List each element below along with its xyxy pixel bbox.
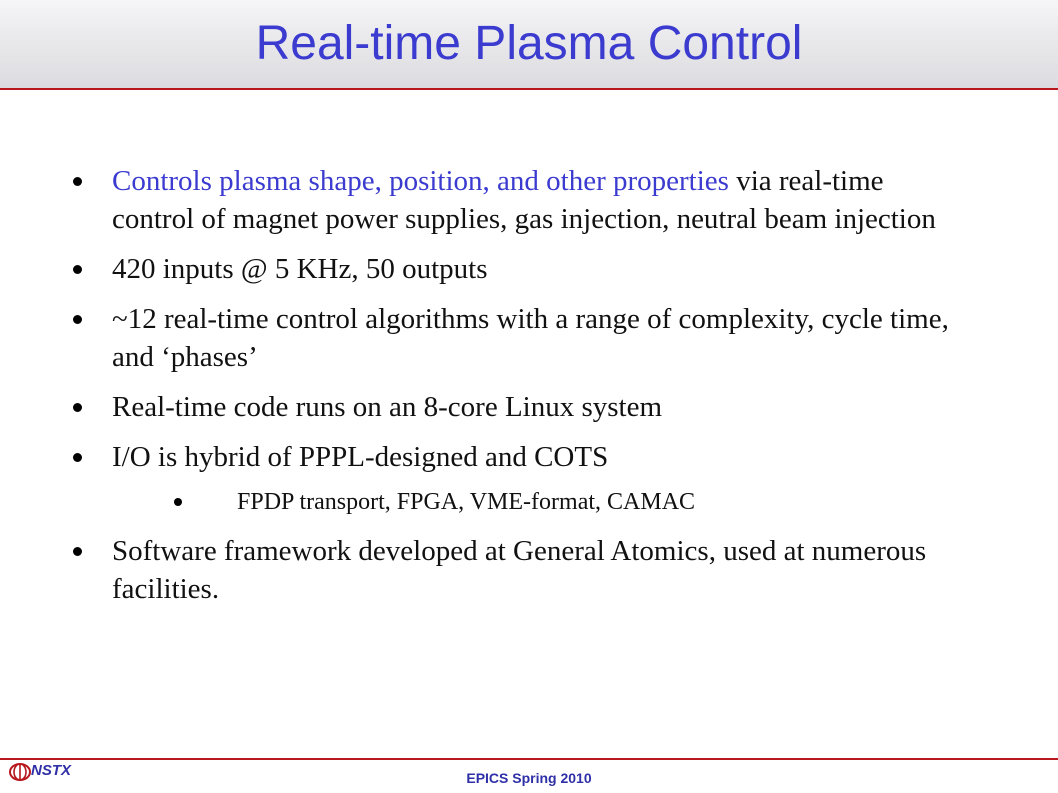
- bullet-highlight-text: Controls plasma shape, position, and other properties: [112, 165, 729, 197]
- bullet-text: Real-time code runs on an 8-core Linux system: [112, 391, 663, 423]
- sub-bullet-item-transport: [72, 486, 972, 518]
- bullet-item-io-hybrid: [72, 438, 972, 476]
- bullet-item-software-framework: [72, 532, 972, 608]
- footer-logo-text: NSTX: [31, 762, 72, 779]
- bullet-item-algorithms: [72, 300, 972, 376]
- bullet-text: Software framework developed at General Atomics, used at numerous facilities.: [112, 535, 927, 605]
- bullet-item-inputs-outputs: [72, 250, 972, 288]
- bullet-text: I/O is hybrid of PPPL-designed and COTS: [112, 441, 609, 473]
- bullet-item-linux-system: [72, 388, 972, 426]
- bullet-text: 420 inputs @ 5 KHz, 50 outputs: [112, 253, 488, 285]
- footer-event-label: EPICS Spring 2010: [466, 770, 592, 786]
- bullet-text: FPDP transport, FPGA, VME-format, CAMAC: [237, 489, 696, 515]
- footer-divider: [0, 758, 1058, 760]
- bullet-item-plasma-control: [72, 162, 972, 238]
- bullet-text: via real-time control of magnet power supplies, gas injection, neutral beam injection: [112, 165, 936, 235]
- slide-title: Real-time Plasma Control: [255, 17, 803, 70]
- bullet-list: [72, 162, 972, 620]
- bullet-text: ~12 real-time control algorithms with a range of complexity, cycle time, and ‘phases’: [112, 303, 949, 373]
- header-divider: [0, 88, 1058, 90]
